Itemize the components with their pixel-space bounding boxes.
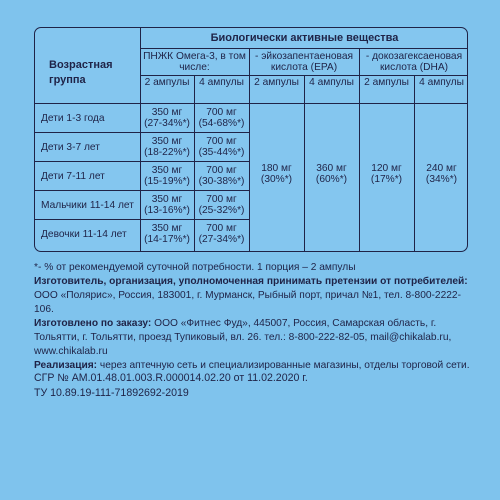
tu-number: ТУ 10.89.19-111-71892692-2019 [34, 387, 189, 399]
table-divider [359, 48, 360, 252]
epa-4-ampoules-header: 4 ампулы [309, 77, 354, 88]
table-divider [249, 48, 250, 252]
bio-substances-header: Биологически активные вещества [210, 32, 399, 44]
omega-2-value: 350 мг (18-22%*) [144, 136, 190, 158]
epa-2-ampoules-header: 2 ампулы [254, 77, 299, 88]
sale-info: Реализация: через аптечную сеть и специализированные магазины, отделы торговой сети. [34, 360, 470, 371]
omega-2-value: 350 мг (13-16%*) [144, 194, 190, 216]
footnote: *- % от рекомендуемой суточной потребности. 1 порция – 2 ампулы [34, 262, 356, 273]
omega-column-header: ПНЖК Омега-3, в том числе: [143, 51, 246, 73]
table-divider [140, 48, 468, 49]
dha-4-value: 240 мг (34%*) [425, 163, 458, 185]
omega-2-value: 350 мг (15-19%*) [144, 165, 190, 187]
row-age-label: Дети 3-7 лет [41, 142, 100, 153]
epa-2-value: 180 мг (30%*) [260, 163, 293, 185]
table-divider [414, 75, 415, 252]
table-divider [35, 190, 249, 191]
dha-2-value: 120 мг (17%*) [370, 163, 403, 185]
epa-4-value: 360 мг (60%*) [315, 163, 348, 185]
certification [34, 371, 308, 401]
manufacturer-info: Изготовитель, организация, уполномоченная принимать претензии от потребителей: ООО «Полярис», Россия, 183001, г. Мурманск, Рыбный порт, причал №1, тел. 8-800-2222-106. [34, 276, 468, 315]
table-divider [35, 103, 468, 104]
omega-4-value: 700 мг (54-68%*) [198, 107, 245, 129]
omega-4-value: 700 мг (30-38%*) [198, 165, 245, 187]
age-group-header: Возрастная группа [49, 59, 113, 86]
epa-column-header: - эйкозапентаеновая кислота (EPA) [254, 51, 354, 73]
row-age-label: Дети 7-11 лет [41, 171, 105, 182]
sgr-number: СГР № AM.01.48.01.003.R.000014.02.20 от 11.02.2020 г. [34, 372, 308, 384]
table-divider [35, 161, 249, 162]
label-notes [34, 261, 480, 373]
omega-4-value: 700 мг (35-44%*) [198, 136, 245, 158]
nutrition-table [34, 27, 468, 252]
table-divider [304, 75, 305, 252]
row-age-label: Дети 1-3 года [41, 113, 105, 124]
table-divider [194, 75, 195, 252]
omega-2-ampoules-header: 2 ампулы [144, 77, 190, 88]
dha-2-ampoules-header: 2 ампулы [364, 77, 409, 88]
producer-info: Изготовлено по заказу: ООО «Фитнес Фуд», 445007, Россия, Самарская область, г. Тольятти, г. Тольятти, проезд Тупиковый, вл. 26. тел.: 8-800-222-82-05, mail@chikalab.ru, www.chikalab.ru [34, 318, 452, 357]
dha-4-ampoules-header: 4 ампулы [419, 77, 464, 88]
omega-4-value: 700 мг (25-32%*) [198, 194, 245, 216]
row-age-label: Мальчики 11-14 лет [41, 200, 134, 211]
omega-2-value: 350 мг (27-34%*) [144, 107, 190, 129]
omega-4-ampoules-header: 4 ампулы [199, 77, 244, 88]
table-divider [35, 132, 249, 133]
table-divider [35, 219, 249, 220]
dha-column-header: - докозагексаеновая кислота (DHA) [365, 51, 463, 73]
omega-4-value: 700 мг (27-34%*) [198, 223, 245, 245]
row-age-label: Девочки 11-14 лет [41, 229, 127, 240]
omega-2-value: 350 мг (14-17%*) [144, 223, 190, 245]
